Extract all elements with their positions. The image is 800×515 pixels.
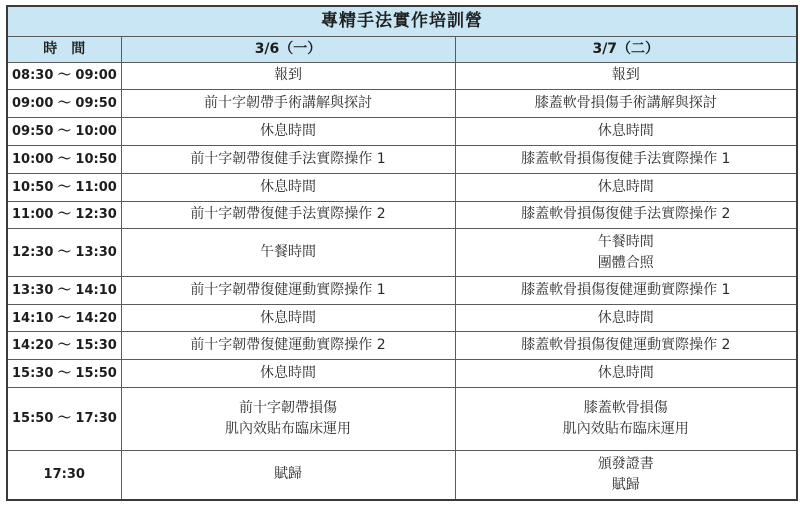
day1-activity-cell <box>121 276 455 304</box>
time-cell: 10:50 ～ 11:00 <box>7 173 121 201</box>
activity-text: 休息時間 <box>597 309 654 326</box>
schedule-body <box>7 62 797 500</box>
day1-activity-cell <box>121 388 455 451</box>
schedule-row <box>7 201 797 229</box>
day2-activity-cell <box>455 201 797 229</box>
activity-text: 賦歸 <box>611 476 640 493</box>
activity-text: 休息時間 <box>260 123 316 140</box>
schedule-row <box>7 360 797 388</box>
day1-activity-cell <box>121 62 455 90</box>
activity-text: 肌內效貼布臨床運用 <box>225 420 351 437</box>
activity-text: 前十字韌帶復健運動實際操作 1 <box>190 281 386 298</box>
schedule-row <box>7 62 797 90</box>
activity-text: 前十字韌帶復健手法實際操作 1 <box>190 150 386 167</box>
time-cell: 15:30 ～ 15:50 <box>7 360 121 388</box>
day1-activity-cell <box>121 145 455 173</box>
day2-activity-cell <box>455 450 797 500</box>
day2-activity-cell <box>455 173 797 201</box>
day1-activity-cell <box>121 201 455 229</box>
activity-text: 頒發證書 <box>597 455 654 472</box>
day2-activity-cell <box>455 304 797 332</box>
activity-text: 膝蓋軟骨損傷復健運動實際操作 2 <box>521 337 731 354</box>
time-cell: 10:00 ～ 10:50 <box>7 145 121 173</box>
day2-activity-cell <box>455 332 797 360</box>
day2-activity-cell <box>455 388 797 451</box>
schedule-row <box>7 90 797 118</box>
activity-text: 膝蓋軟骨損傷 <box>583 399 668 416</box>
schedule-row <box>7 388 797 451</box>
activity-text: 午餐時間 <box>260 244 316 261</box>
schedule-row <box>7 229 797 276</box>
day1-activity-cell <box>121 173 455 201</box>
day2-activity-cell <box>455 360 797 388</box>
activity-text: 休息時間 <box>597 178 654 195</box>
schedule-row <box>7 118 797 146</box>
activity-text: 膝蓋軟骨損傷復健運動實際操作 1 <box>521 281 731 298</box>
day2-activity-cell <box>455 145 797 173</box>
activity-text: 團體合照 <box>597 254 654 271</box>
activity-text: 前十字韌帶復健運動實際操作 2 <box>190 337 386 354</box>
day1-activity-cell <box>121 360 455 388</box>
schedule-row <box>7 173 797 201</box>
header-time: 時 間 <box>7 36 121 62</box>
day1-activity-cell <box>121 332 455 360</box>
day2-activity-cell <box>455 62 797 90</box>
day1-activity-cell <box>121 229 455 276</box>
schedule-row <box>7 276 797 304</box>
day1-activity-cell <box>121 450 455 500</box>
activity-text: 休息時間 <box>597 123 654 140</box>
activity-text: 前十字韌帶手術講解與探討 <box>204 95 372 112</box>
day1-activity-cell <box>121 304 455 332</box>
time-cell: 12:30 ～ 13:30 <box>7 229 121 276</box>
activity-text: 賦歸 <box>274 466 302 483</box>
activity-text: 肌內效貼布臨床運用 <box>562 420 689 437</box>
schedule-row <box>7 450 797 500</box>
schedule-row <box>7 304 797 332</box>
day2-activity-cell <box>455 276 797 304</box>
day1-activity-cell <box>121 118 455 146</box>
activity-text: 前十字韌帶損傷 <box>239 399 337 416</box>
schedule-title: 專精手法實作培訓營 <box>7 6 797 36</box>
schedule-row <box>7 145 797 173</box>
activity-text: 前十字韌帶復健手法實際操作 2 <box>190 206 386 223</box>
schedule-row <box>7 332 797 360</box>
day2-activity-cell <box>455 118 797 146</box>
activity-text: 報到 <box>274 67 302 84</box>
time-cell: 11:00 ～ 12:30 <box>7 201 121 229</box>
time-cell: 08:30 ～ 09:00 <box>7 62 121 90</box>
time-cell: 09:50 ～ 10:00 <box>7 118 121 146</box>
schedule-table <box>6 5 798 501</box>
day2-activity-cell <box>455 229 797 276</box>
time-cell: 09:00 ～ 09:50 <box>7 90 121 118</box>
activity-text: 休息時間 <box>597 365 654 382</box>
header-day1: 3/6（一） <box>121 36 455 62</box>
day2-activity-cell <box>455 90 797 118</box>
time-cell: 14:20 ～ 15:30 <box>7 332 121 360</box>
header-row <box>7 36 797 62</box>
activity-text: 休息時間 <box>260 178 316 195</box>
activity-text: 休息時間 <box>260 365 316 382</box>
time-cell: 13:30 ～ 14:10 <box>7 276 121 304</box>
activity-text: 膝蓋軟骨損傷復健手法實際操作 1 <box>521 150 731 167</box>
activity-text: 報到 <box>611 67 640 84</box>
day1-activity-cell <box>121 90 455 118</box>
time-cell: 14:10 ～ 14:20 <box>7 304 121 332</box>
activity-text: 午餐時間 <box>597 233 654 250</box>
activity-text: 膝蓋軟骨損傷手術講解與探討 <box>534 95 717 112</box>
activity-text: 休息時間 <box>260 309 316 326</box>
header-day2: 3/7（二） <box>455 36 797 62</box>
time-cell: 15:50 ～ 17:30 <box>7 388 121 451</box>
activity-text: 膝蓋軟骨損傷復健手法實際操作 2 <box>521 206 731 223</box>
time-cell: 17:30 <box>7 450 121 500</box>
title-row <box>7 6 797 36</box>
